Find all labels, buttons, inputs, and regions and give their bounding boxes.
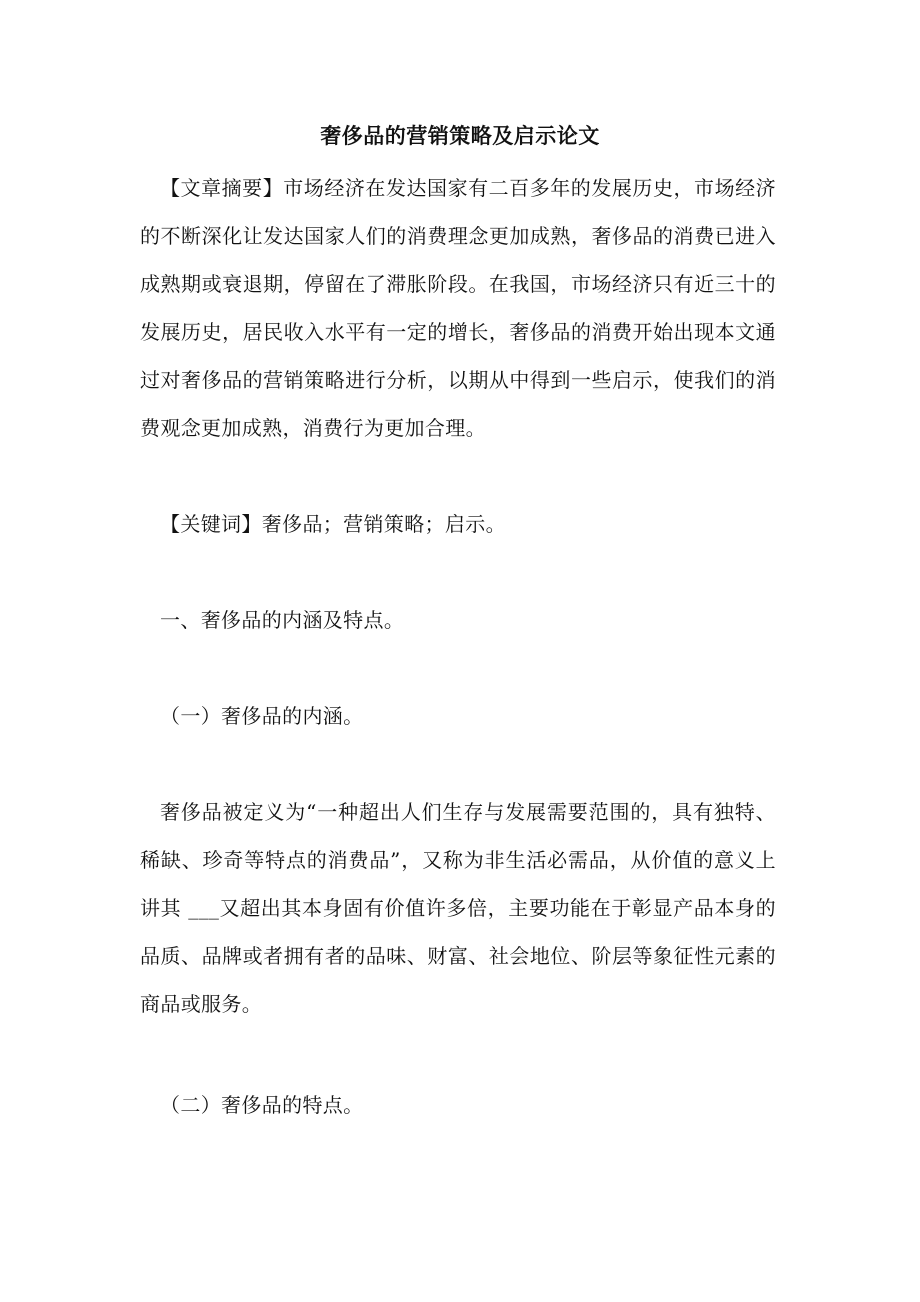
section-heading: 一、奢侈品的内涵及特点。 xyxy=(160,608,405,632)
keywords-paragraph xyxy=(140,500,776,548)
abstract-label: 【文章摘要】 xyxy=(160,176,284,200)
subsection-heading-features: （二）奢侈品的特点。 xyxy=(160,1093,364,1117)
abstract-paragraph xyxy=(140,164,776,452)
keywords-text: 奢侈品；营销策略；启示。 xyxy=(261,512,506,536)
definition-paragraph: 奢侈品被定义为“一种超出人们生存与发展需要范围的，具有独特、稀缺、珍奇等特点的消费品”，又称为非生活必需品，从价值的意义上讲其 ___又超出其本身固有价值许多倍，主要功能在于彰显产品本身的品质、品牌或者拥有者的品味、财富、社会地位、阶层等象征性元素的商品或服务。 xyxy=(140,800,776,1016)
abstract-text: 市场经济在发达国家有二百多年的发展历史，市场经济的不断深化让发达国家人们的消费理念更加成熟，奢侈品的消费已进入成熟期或衰退期，停留在了滞胀阶段。在我国，市场经济只有近三十的发展历史，居民收入水平有一定的增长，奢侈品的消费开始出现本文通过对奢侈品的营销策略进行分析，以期从中得到一些启示，使我们的消费观念更加成熟，消费行为更加合理。 xyxy=(140,176,776,440)
keywords-label: 【关键词】 xyxy=(160,512,262,536)
subsection-heading-definition: （一）奢侈品的内涵。 xyxy=(160,704,364,728)
document-title: 奢侈品的营销策略及启示论文 xyxy=(320,123,600,148)
